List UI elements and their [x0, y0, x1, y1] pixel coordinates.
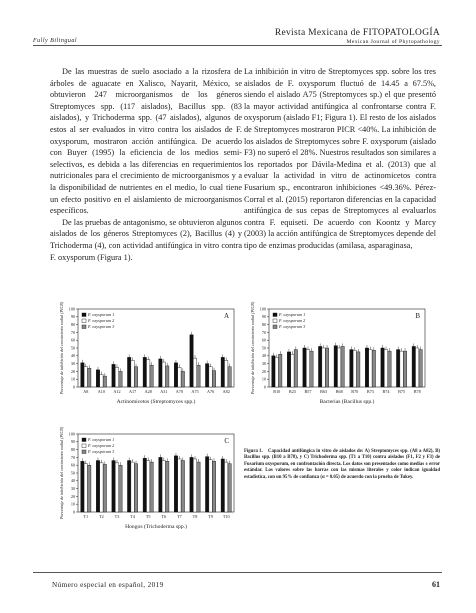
bar: [100, 375, 103, 387]
bar: [131, 360, 134, 387]
bar: [115, 463, 118, 512]
bar: [159, 457, 162, 512]
y-tick-label: 70: [70, 454, 75, 460]
legend-label: F. oxysporum 3: [88, 449, 115, 455]
figure-caption: [244, 449, 440, 481]
bar: [166, 461, 169, 512]
running-header-left: Fully Bilingual: [33, 38, 77, 44]
legend-swatch: [82, 450, 86, 454]
bar: [325, 348, 328, 387]
y-tick-label: 70: [261, 329, 266, 335]
y-tick-label: 20: [70, 493, 75, 499]
bar: [96, 461, 99, 512]
bar: [88, 368, 91, 387]
y-tick-label: 0: [72, 384, 75, 390]
legend-label: F. oxysporum 3: [88, 324, 115, 330]
figure-panel-c: [52, 426, 238, 552]
bar: [88, 465, 91, 512]
x-tick-label: T8: [192, 514, 198, 519]
bar: [84, 367, 87, 387]
bar: [291, 354, 294, 387]
bar: [134, 367, 137, 387]
x-tick-label: T5: [145, 514, 151, 519]
page-number: 61: [432, 580, 440, 589]
bar: [112, 461, 115, 512]
x-axis-label: Bacterias (Bacillus spp.): [319, 399, 375, 405]
figure-panel-b: [243, 301, 429, 427]
x-tick-label: T3: [114, 514, 120, 519]
paragraph: De las muestras de suelo asociado a la rizosfera de árboles de aguacate en Xalisco, Nayarit, México, se obtuvieron 247 microorganismos de los géneros Streptomyces spp. (117 aislados), Bacillus spp. (83 aislados), y Trichoderma spp. (47 aislados), algunos de estos al ser evaluados in vitro contra los aislados de F. oxysporum, mostraron acción antifúngica. De acuerdo con Buyer (1995) la eficiencia de los medios semi-selectivos, es debida a las diferencias en requerimientos nutricionales para el crecimiento de microorganismos y a la disponibilidad de nutrientes en el medio, lo cual tiene un efecto positivo en el aislamiento de microorganismos específicos.: [50, 67, 242, 216]
y-tick-label: 90: [70, 439, 75, 445]
y-tick-label: 70: [70, 329, 75, 335]
bar: [197, 462, 200, 512]
y-tick-label: 50: [261, 345, 266, 351]
bar: [159, 359, 162, 387]
bar-chart: [52, 301, 238, 427]
x-tick-label: B10: [273, 389, 281, 394]
paragraph: De las pruebas de antagonismo, se obtuvieron algunos aislados de los géneros Streptomyces (2), Bacillus (4) y Trichoderma (4), con actividad antifúngica in vitro contra F. oxysporum (Figura 1).: [50, 217, 242, 262]
y-axis-label: Porcentaje de inhibición del crecimiento radial (PICR): [250, 301, 255, 395]
bar: [334, 346, 337, 387]
y-tick-label: 30: [70, 361, 75, 366]
y-tick-label: 80: [261, 322, 266, 327]
x-tick-label: T10: [222, 514, 230, 519]
x-tick-label: A8: [83, 389, 89, 394]
x-tick-label: B57: [304, 389, 312, 394]
bar: [166, 366, 169, 387]
bar: [384, 350, 387, 387]
x-tick-label: A70: [175, 389, 184, 394]
y-axis-label: Porcentaje de inhibición del crecimiento radial (PICR): [59, 301, 64, 395]
footer-issue: Número especial en español, 2019: [52, 581, 164, 589]
legend-label: F. oxysporum 3: [279, 324, 306, 330]
x-tick-label: B78: [413, 389, 421, 394]
bar: [341, 346, 344, 387]
footer-rule: [33, 572, 442, 573]
x-tick-label: B63: [320, 389, 328, 394]
x-tick-label: A17: [128, 389, 137, 394]
legend-label: F. oxysporum 2: [279, 318, 306, 324]
bar: [119, 465, 122, 512]
bar: [337, 348, 340, 387]
bar: [403, 351, 406, 387]
bar: [197, 365, 200, 387]
bar: [287, 352, 290, 387]
bar: [224, 462, 227, 512]
legend-swatch: [82, 444, 86, 448]
bar: [353, 350, 356, 387]
y-tick-label: 10: [261, 376, 266, 382]
panel-letter: B: [415, 312, 420, 320]
x-axis-label: Hongos (Trichoderma spp.): [125, 524, 187, 530]
bar: [209, 367, 212, 387]
y-tick-label: 20: [70, 368, 75, 374]
y-tick-label: 50: [70, 345, 75, 351]
caption-label: Figura 1.: [244, 449, 263, 454]
bar: [228, 367, 231, 387]
bar: [388, 351, 391, 387]
bar: [209, 460, 212, 512]
bar: [143, 357, 146, 387]
bar: [357, 352, 360, 387]
bar: [127, 461, 130, 512]
bar: [318, 346, 321, 387]
legend-swatch: [273, 325, 277, 329]
bar: [193, 358, 196, 387]
x-tick-label: B70: [351, 389, 359, 394]
x-tick-label: A10: [97, 389, 106, 394]
x-tick-label: T9: [208, 514, 213, 519]
bar: [134, 464, 137, 512]
bar: [190, 335, 193, 387]
legend-swatch: [82, 438, 86, 442]
y-tick-label: 0: [72, 509, 75, 515]
x-tick-label: T6: [161, 514, 167, 519]
y-tick-label: 40: [70, 478, 75, 484]
bar: [162, 362, 165, 387]
bar: [96, 370, 99, 387]
y-tick-label: 10: [70, 376, 75, 382]
bar: [275, 357, 278, 387]
bar: [212, 371, 215, 387]
bar: [131, 462, 134, 512]
bar: [112, 364, 115, 387]
right-column: [244, 66, 436, 252]
bar: [174, 363, 177, 387]
bar: [221, 357, 224, 387]
bar: [322, 348, 325, 387]
y-tick-label: 0: [263, 384, 266, 390]
bar-chart: [243, 301, 429, 427]
bar: [310, 351, 313, 387]
caption-text: Capacidad antifúngica in vitro de aislados de: A) Streptomyces spp. (A8 a A82), B) Bacillus spp. (B10 a B78), y C) Trichoderma spp. (T1 a T10) contra aislados (F1, F2 y F3) de Fusarium oxysporum, en confrontación directa. Los datos son presentados como medias ± error estándar. Los valores sobre las barras con las mismas literales y color indican igualdad estadística, con un 95% de confianza (α = 0.05) de acuerdo con la prueba de Tukey.: [244, 449, 440, 480]
y-axis-label: Porcentaje de inhibición del crecimiento radial (PICR): [59, 426, 64, 520]
header-rule: [33, 45, 442, 46]
x-tick-label: A12: [113, 389, 121, 394]
bar: [400, 351, 403, 387]
bar: [228, 464, 231, 512]
y-tick-label: 90: [261, 314, 266, 320]
x-tick-label: T7: [177, 514, 182, 519]
bar: [221, 459, 224, 512]
y-tick-label: 60: [70, 462, 75, 468]
y-tick-label: 30: [261, 361, 266, 366]
x-tick-label: B74: [382, 389, 390, 394]
y-tick-label: 60: [261, 337, 266, 343]
legend-label: F. oxysporum 2: [88, 318, 115, 324]
bar: [365, 348, 368, 387]
bar: [306, 350, 309, 387]
bar: [419, 350, 422, 387]
y-tick-label: 90: [70, 314, 75, 320]
panel-letter: C: [224, 437, 229, 445]
bar: [181, 461, 184, 512]
bar: [81, 363, 84, 387]
y-tick-label: 100: [68, 306, 75, 312]
x-axis-label: Actinomicetos (Streptomyces spp.): [116, 399, 196, 405]
bar: [103, 464, 106, 512]
y-tick-label: 40: [70, 353, 75, 359]
x-tick-label: T2: [99, 514, 104, 519]
x-tick-label: T4: [130, 514, 135, 519]
bar: [127, 357, 130, 387]
legend-swatch: [273, 313, 277, 317]
bar: [162, 461, 165, 512]
legend-label: F. oxysporum 1: [88, 437, 115, 443]
legend-label: F. oxysporum 1: [88, 312, 115, 318]
x-tick-label: A82: [222, 389, 230, 394]
bar: [279, 354, 282, 387]
bar: [224, 360, 227, 387]
figure-panel-a: [52, 301, 238, 427]
bar: [415, 348, 418, 387]
bar: [174, 456, 177, 512]
bar: [100, 463, 103, 512]
x-tick-label: T1: [83, 514, 89, 519]
y-tick-label: 50: [70, 470, 75, 476]
x-tick-label: B23: [288, 389, 296, 394]
y-tick-label: 60: [70, 337, 75, 343]
bar: [369, 350, 372, 387]
bar: [81, 461, 84, 512]
y-tick-label: 80: [70, 447, 75, 452]
left-column: [50, 66, 242, 263]
x-tick-label: B73: [366, 389, 374, 394]
y-tick-label: 10: [70, 501, 75, 507]
bar: [150, 462, 153, 512]
bar: [146, 461, 149, 512]
y-tick-label: 100: [68, 431, 75, 437]
y-tick-label: 30: [70, 486, 75, 491]
bar: [205, 457, 208, 512]
x-tick-label: A76: [206, 389, 215, 394]
bar: [103, 376, 106, 387]
bar: [143, 458, 146, 512]
x-tick-label: A28: [144, 389, 152, 394]
x-tick-label: B75: [398, 389, 406, 394]
x-tick-label: A75: [191, 389, 199, 394]
bar: [381, 348, 384, 387]
x-tick-label: A31: [160, 389, 168, 394]
bar: [146, 360, 149, 387]
journal-title: Revista Mexicana de FITOPATOLOGÍA: [274, 28, 440, 38]
bar-chart: [52, 426, 238, 552]
bar: [294, 350, 297, 387]
bar: [193, 459, 196, 512]
bar: [190, 457, 193, 512]
legend-swatch: [273, 319, 277, 323]
bar: [272, 356, 275, 387]
bar: [150, 365, 153, 387]
legend-label: F. oxysporum 1: [279, 312, 306, 318]
bar: [119, 371, 122, 387]
bar: [178, 368, 181, 388]
bar: [396, 350, 399, 387]
y-tick-label: 20: [261, 368, 266, 374]
panel-letter: A: [223, 312, 229, 320]
y-tick-label: 40: [261, 353, 266, 359]
bar: [303, 348, 306, 387]
bar: [115, 368, 118, 388]
bar: [372, 350, 375, 387]
bar: [178, 459, 181, 512]
legend-swatch: [82, 319, 86, 323]
bar: [205, 364, 208, 387]
bar: [181, 371, 184, 387]
legend-swatch: [82, 313, 86, 317]
bar: [212, 461, 215, 512]
journal-subtitle: Mexican Journal of Phytopathology: [346, 39, 440, 45]
legend-label: F. oxysporum 2: [88, 443, 115, 449]
legend-swatch: [82, 325, 86, 329]
x-tick-label: B68: [335, 389, 343, 394]
y-tick-label: 100: [259, 306, 266, 312]
bar: [84, 464, 87, 512]
bar: [350, 350, 353, 387]
running-header-right: [275, 28, 440, 45]
y-tick-label: 80: [70, 322, 75, 327]
bar: [412, 346, 415, 387]
paragraph: La inhibición in vitro de Streptomyces spp. sobre los tres aislados de F. oxysporum fluctuó de 14.45 a 67.5%, siendo el aislado A75 (Streptomyces sp.) el que presentó la mayor actividad antifúngica al confrontarse contra F. oxysporum (aislado F1; Figura 1). El resto de los aislados de Streptomyces mostraron PICR <40%. La inhibición de los aislados de Streptomyces sobre F. oxysporum (aislado F3) no superó el 28%. Nuestros resultados son similares a los reportados por Dávila-Medina et al. (2013) que al evaluar la actividad in vitro de actinomicetos contra Fusarium sp., encontraron inhibiciones <49.36%. Pérez-Corral et al. (2015) reportaron diferencias en la capacidad antifúngica de sus cepas de Streptomyces al evaluarlos contra F. equiseti. De acuerdo con Koontz y Marcy (2003) la acción antifúngica de Streptomyces depende del tipo de enzimas producidas (amilasa, asparaginasa,: [244, 67, 436, 250]
